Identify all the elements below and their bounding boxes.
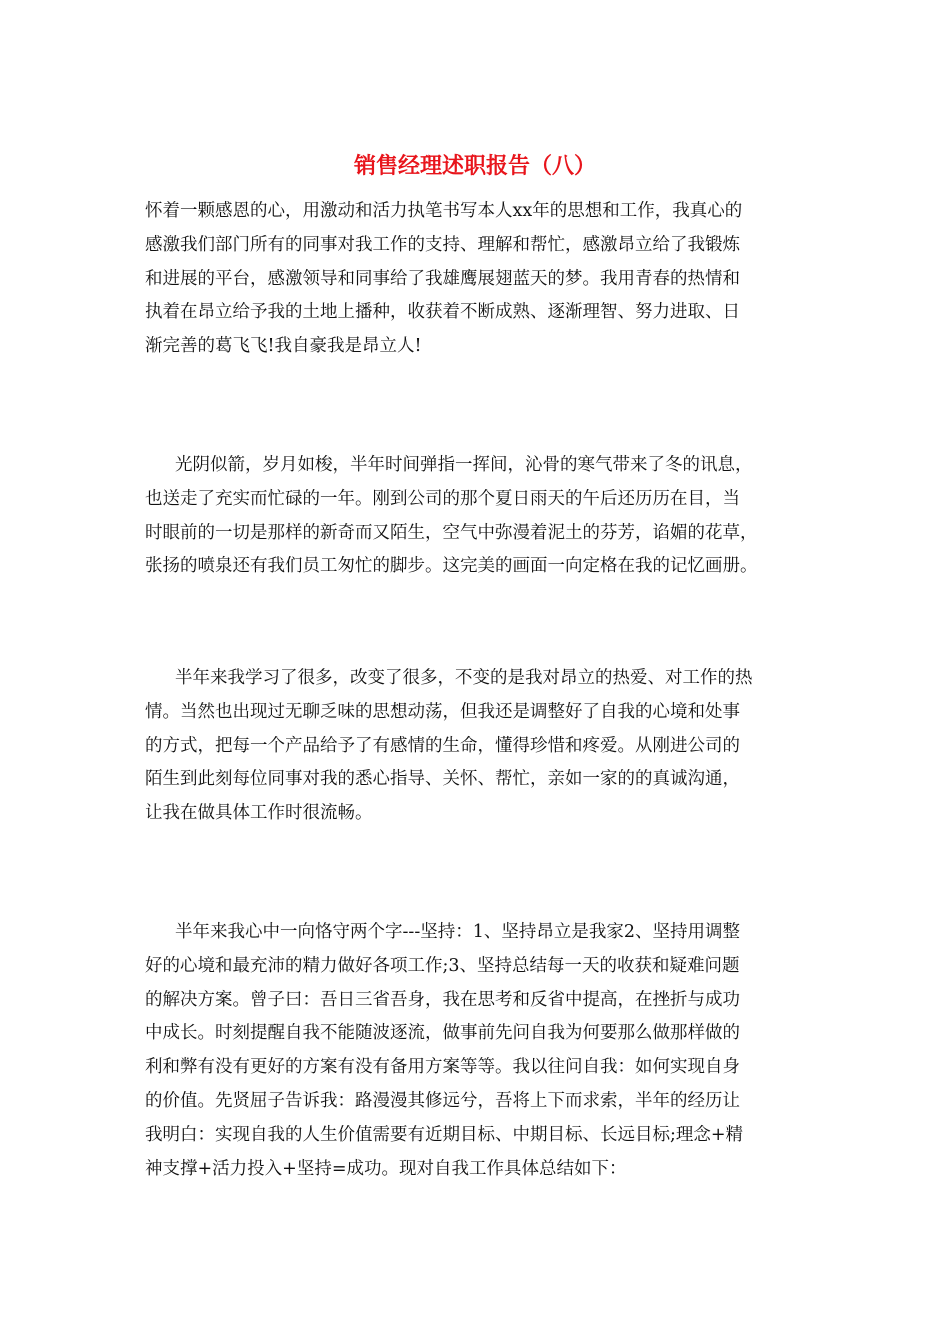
- paragraph-line: 的价值。先贤屈子告诉我：路漫漫其修远兮，吾将上下而求索，半年的经历让: [145, 1090, 740, 1111]
- paragraph-line: 执着在昂立给予我的土地上播种，收获着不断成熟、逐渐理智、努力进取、日: [145, 302, 740, 323]
- paragraph-line: 让我在做具体工作时很流畅。: [145, 803, 373, 824]
- paragraph-line: 陌生到此刻每位同事对我的悉心指导、关怀、帮忙，亲如一家的的真诚沟通，: [145, 769, 740, 790]
- paragraph-line: 神支撑+活力投入+坚持=成功。现对自我工作具体总结如下：: [145, 1158, 627, 1179]
- paragraph-line: 渐完善的葛飞飞!我自豪我是昂立人!: [145, 336, 422, 357]
- paragraph-1: [145, 195, 813, 364]
- paragraph-line: 情。当然也出现过无聊乏味的思想动荡，但我还是调整好了自我的心境和处事: [145, 701, 740, 722]
- paragraph-line: 利和弊有没有更好的方案有没有备用方案等等。我以往问自我：如何实现自身: [145, 1057, 740, 1078]
- paragraph-line: 我明白：实现自我的人生价值需要有近期目标、中期目标、长远目标;理念+精: [145, 1124, 744, 1145]
- paragraph-line: 也送走了充实而忙碌的一年。刚到公司的那个夏日雨天的午后还历历在目，当: [145, 488, 740, 509]
- paragraph-3: [145, 662, 813, 831]
- document-title: 销售经理述职报告（八）: [353, 154, 596, 179]
- paragraph-line: 的解决方案。曾子曰：吾日三省吾身，我在思考和反省中提高，在挫折与成功: [145, 989, 740, 1010]
- paragraph-line: 半年来我心中一向恪守两个字---坚持：1、坚持昂立是我家2、坚持用调整: [175, 922, 741, 942]
- paragraph-4: [145, 916, 813, 1186]
- paragraph-line: 怀着一颗感恩的心，用激动和活力执笔书写本人xx年的思想和工作，我真心的: [145, 201, 743, 221]
- paragraph-line: 张扬的喷泉还有我们员工匆忙的脚步。这完美的画面一向定格在我的记忆画册。: [145, 556, 758, 577]
- paragraph-line: 和进展的平台，感激领导和同事给了我雄鹰展翅蓝天的梦。我用青春的热情和: [145, 268, 740, 289]
- paragraph-line: 光阴似箭，岁月如梭，半年时间弹指一挥间，沁骨的寒气带来了冬的讯息，: [175, 455, 753, 475]
- paragraph-line: 时眼前的一切是那样的新奇而又陌生，空气中弥漫着泥土的芬芳，谄媚的花草，: [145, 522, 758, 543]
- paragraph-line: 中成长。时刻提醒自我不能随波逐流，做事前先问自我为何要那么做那样做的: [145, 1023, 740, 1044]
- paragraph-line: 的方式，把每一个产品给予了有感情的生命，懂得珍惜和疼爱。从刚进公司的: [145, 735, 740, 756]
- paragraph-line: 好的心境和最充沛的精力做好各项工作;3、坚持总结每一天的收获和疑难问题: [145, 955, 740, 976]
- paragraph-2: [145, 449, 813, 584]
- paragraph-line: 感激我们部门所有的同事对我工作的支持、理解和帮忙，感激昂立给了我锻炼: [145, 234, 740, 255]
- paragraph-line: 半年来我学习了很多，改变了很多，不变的是我对昂立的热爱、对工作的热: [175, 668, 753, 688]
